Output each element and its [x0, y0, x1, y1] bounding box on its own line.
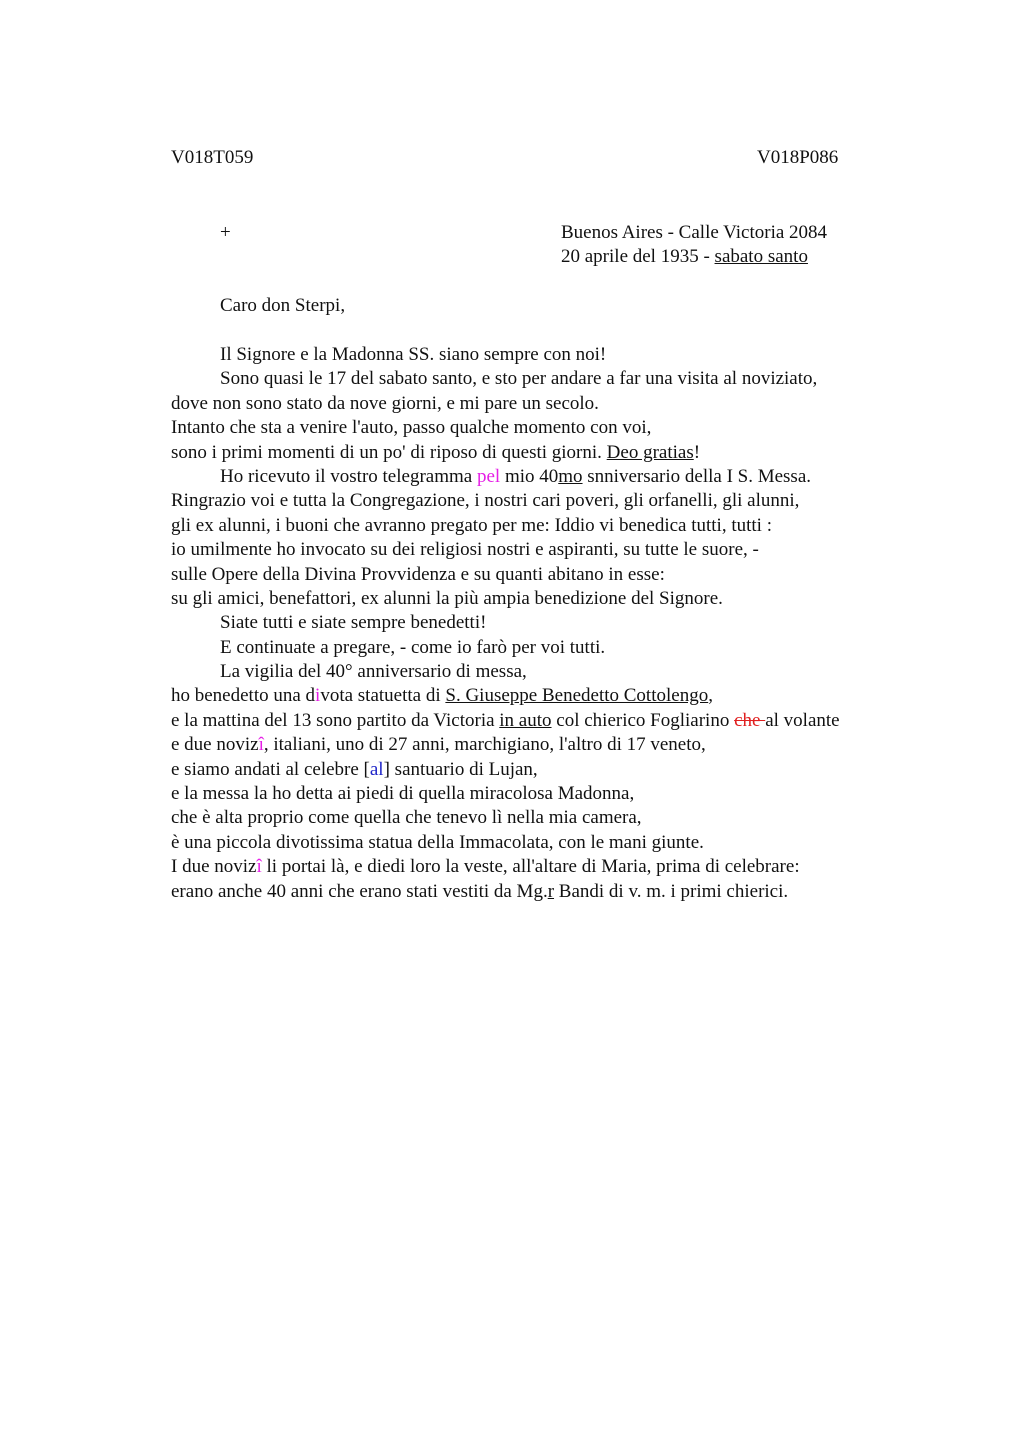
- letter-date-day: sabato santo: [714, 246, 808, 267]
- line-text: , italiani, uno di 27 anni, marchigiano, l'altro di 17 veneto,: [263, 734, 706, 756]
- document-code-right: V018P086: [757, 147, 839, 168]
- letter-line: [171, 684, 931, 708]
- line-text: ] santuario di Lujan,: [383, 758, 538, 780]
- editorial-bracket-text: al: [369, 758, 384, 780]
- letter-line: è una piccola divotissima statua della Immacolata, con le mani giunte.: [171, 831, 704, 853]
- line-text: vota statuetta di: [320, 685, 446, 707]
- letter-date: [561, 246, 808, 268]
- letter-address: Buenos Aires - Calle Victoria 2084: [561, 222, 828, 243]
- letter-line: dove non sono stato da nove giorni, e mi pare un secolo.: [171, 392, 599, 414]
- letter-line: io umilmente ho invocato su dei religiosi nostri e aspiranti, su tutte le suore, -: [171, 539, 759, 561]
- letter-date-text: 20 aprile del 1935 -: [561, 246, 715, 267]
- letter-line: che è alta proprio come quella che tenevo lì nella mia camera,: [171, 807, 642, 829]
- letter-line: [171, 733, 931, 757]
- letter-line: [171, 880, 931, 904]
- line-text: e la mattina del 13 sono partito da Victoria: [171, 709, 500, 731]
- line-text: snniversario della I S. Messa.: [582, 465, 812, 487]
- editorial-insertion: pel: [476, 465, 501, 487]
- line-text: e due noviz: [171, 734, 259, 756]
- salutation: Caro don Sterpi,: [220, 295, 346, 316]
- line-text: e siamo andati al celebre [: [171, 758, 370, 780]
- letter-line: E continuate a pregare, - come io farò per voi tutti.: [220, 636, 606, 658]
- letter-line: [171, 465, 931, 489]
- line-text: ho benedetto una d: [171, 685, 316, 707]
- underlined-text: r: [547, 880, 555, 902]
- letter-body: [171, 343, 931, 904]
- letter-line: Intanto che sta a venire l'auto, passo qualche momento con voi,: [171, 417, 652, 439]
- letter-line: e la messa la ho detta ai piedi di quella miracolosa Madonna,: [171, 783, 635, 805]
- letter-line: Ringrazio voi e tutta la Congregazione, i nostri cari poveri, gli orfanelli, gli alunni,: [171, 490, 800, 512]
- letter-line: [171, 855, 931, 879]
- line-text: col chierico Fogliarino: [551, 709, 735, 731]
- deleted-text: che: [734, 709, 766, 731]
- line-text: mio 40: [500, 465, 559, 487]
- letter-line: Siate tutti e siate sempre benedetti!: [220, 612, 487, 634]
- editorial-insertion: î: [256, 856, 262, 878]
- line-text: al volante: [765, 709, 840, 731]
- line-text: Bandi di v. m. i primi chierici.: [554, 880, 789, 902]
- line-text: !: [693, 441, 701, 463]
- underlined-text: mo: [558, 465, 583, 487]
- line-text: li portai là, e diedi loro la veste, all'altare di Maria, prima di celebrare:: [261, 856, 800, 878]
- line-text: I due noviz: [171, 856, 257, 878]
- letter-line: sulle Opere della Divina Provvidenza e su quanti abitano in esse:: [171, 563, 665, 585]
- line-text: ,: [708, 685, 713, 707]
- underlined-text: S. Giuseppe Benedetto Cottolengo: [445, 685, 709, 707]
- letter-line: [171, 758, 931, 782]
- letter-line: Il Signore e la Madonna SS. siano sempre con noi!: [220, 344, 607, 365]
- cross-symbol: +: [220, 222, 231, 243]
- letter-line: [171, 441, 931, 465]
- document-code-left: V018T059: [171, 147, 254, 168]
- underlined-text: in auto: [499, 709, 552, 731]
- letter-line: [171, 709, 931, 733]
- editorial-insertion: î: [258, 734, 264, 756]
- underlined-text: Deo gratias: [606, 441, 694, 463]
- line-text: erano anche 40 anni che erano stati vestiti da Mg.: [171, 880, 548, 902]
- editorial-insertion: i: [315, 685, 321, 707]
- line-text: Ho ricevuto il vostro telegramma: [220, 465, 477, 487]
- line-text: sono i primi momenti di un po' di riposo di questi giorni.: [171, 441, 607, 463]
- letter-line: su gli amici, benefattori, ex alunni la più ampia benedizione del Signore.: [171, 587, 723, 609]
- letter-line: Sono quasi le 17 del sabato santo, e sto per andare a far una visita al noviziato,: [220, 368, 818, 390]
- letter-line: La vigilia del 40° anniversario di messa,: [220, 661, 527, 683]
- letter-line: gli ex alunni, i buoni che avranno pregato per me: Iddio vi benedica tutti, tutti :: [171, 514, 772, 536]
